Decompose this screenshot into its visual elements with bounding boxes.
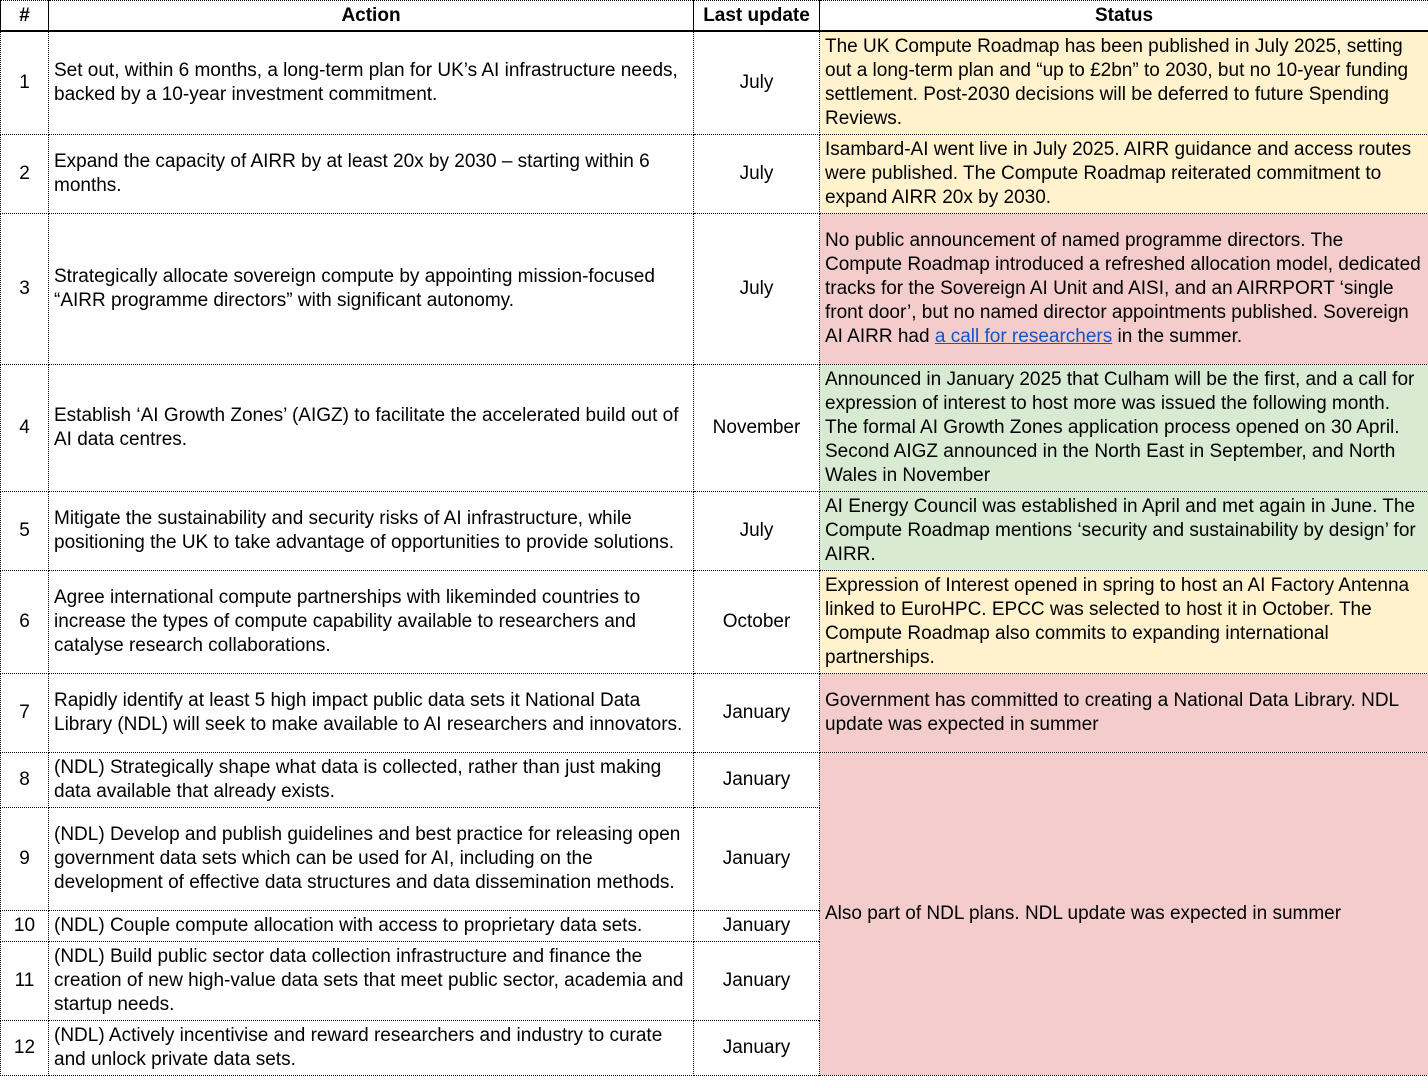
- last-update-cell: January: [694, 911, 820, 942]
- row-number: 3: [1, 214, 49, 365]
- row-number: 10: [1, 911, 49, 942]
- last-update-cell: October: [694, 571, 820, 674]
- header-status: Status: [820, 1, 1428, 32]
- status-cell: The UK Compute Roadmap has been published in July 2025, setting out a long-term plan and “up to £2bn” to 2030, but no 10-year funding settlement. Post-2030 decisions will be deferred to future Spending Reviews.: [820, 31, 1428, 135]
- last-update-cell: January: [694, 808, 820, 911]
- row-number: 4: [1, 365, 49, 492]
- row-number: 9: [1, 808, 49, 911]
- action-cell: (NDL) Develop and publish guidelines and best practice for releasing open government data sets which can be used for AI, including on the development of effective data structures and data dissemination methods.: [49, 808, 694, 911]
- action-cell: Set out, within 6 months, a long-term plan for UK’s AI infrastructure needs, backed by a 10-year investment commitment.: [49, 31, 694, 135]
- merged-status-cell: Also part of NDL plans. NDL update was expected in summer: [820, 753, 1428, 1076]
- action-cell: Strategically allocate sovereign compute by appointing mission-focused “AIRR programme directors” with significant autonomy.: [49, 214, 694, 365]
- last-update-cell: July: [694, 31, 820, 135]
- last-update-cell: January: [694, 674, 820, 753]
- action-cell: (NDL) Strategically shape what data is collected, rather than just making data available that already exists.: [49, 753, 694, 808]
- header-num: #: [1, 1, 49, 32]
- action-cell: Rapidly identify at least 5 high impact public data sets it National Data Library (NDL) will seek to make available to AI researchers and innovators.: [49, 674, 694, 753]
- action-cell: (NDL) Build public sector data collection infrastructure and finance the creation of new high-value data sets that meet public sector, academia and startup needs.: [49, 942, 694, 1021]
- action-cell: (NDL) Couple compute allocation with access to proprietary data sets.: [49, 911, 694, 942]
- action-cell: (NDL) Actively incentivise and reward researchers and industry to curate and unlock private data sets.: [49, 1021, 694, 1076]
- table-row: [1, 674, 1428, 753]
- header-last-update: Last update: [694, 1, 820, 32]
- status-text: No public announcement of named programme directors. The Compute Roadmap introduced a refreshed allocation model, dedicated tracks for the Sovereign AI Unit and AISI, and an AIRRPORT ‘single front door’, but no named director appointments published. Sovereign AI AIRR had: [825, 230, 1421, 347]
- action-cell: Expand the capacity of AIRR by at least 20x by 2030 – starting within 6 months.: [49, 135, 694, 214]
- last-update-cell: January: [694, 942, 820, 1021]
- status-cell: Announced in January 2025 that Culham will be the first, and a call for expression of interest to host more was issued the following month. The formal AI Growth Zones application process opened on 30 April. Second AIGZ announced in the North East in September, and North Wales in November: [820, 365, 1428, 492]
- table-row: [1, 214, 1428, 365]
- last-update-cell: November: [694, 365, 820, 492]
- last-update-cell: January: [694, 753, 820, 808]
- table-row: [1, 365, 1428, 492]
- table-row: [1, 571, 1428, 674]
- last-update-cell: January: [694, 1021, 820, 1076]
- last-update-cell: July: [694, 214, 820, 365]
- table-row: [1, 492, 1428, 571]
- status-cell: Government has committed to creating a National Data Library. NDL update was expected in summer: [820, 674, 1428, 753]
- row-number: 12: [1, 1021, 49, 1076]
- header-row: [1, 1, 1428, 32]
- table-row: [1, 753, 1428, 808]
- status-cell: AI Energy Council was established in April and met again in June. The Compute Roadmap mentions ‘security and sustainability by design’ for AIRR.: [820, 492, 1428, 571]
- status-cell: [820, 214, 1428, 365]
- row-number: 11: [1, 942, 49, 1021]
- call-for-researchers-link[interactable]: a call for researchers: [934, 326, 1113, 347]
- action-cell: Establish ‘AI Growth Zones’ (AIGZ) to facilitate the accelerated build out of AI data centres.: [49, 365, 694, 492]
- row-number: 1: [1, 31, 49, 135]
- header-action: Action: [49, 1, 694, 32]
- row-number: 2: [1, 135, 49, 214]
- last-update-cell: July: [694, 492, 820, 571]
- row-number: 7: [1, 674, 49, 753]
- status-cell: Expression of Interest opened in spring to host an AI Factory Antenna linked to EuroHPC. EPCC was selected to host it in October. The Compute Roadmap also commits to expanding international partnerships.: [820, 571, 1428, 674]
- status-cell: Isambard-AI went live in July 2025. AIRR guidance and access routes were published. The Compute Roadmap reiterated commitment to expand AIRR 20x by 2030.: [820, 135, 1428, 214]
- row-number: 6: [1, 571, 49, 674]
- action-cell: Agree international compute partnerships with likeminded countries to increase the types of compute capability available to researchers and catalyse research collaborations.: [49, 571, 694, 674]
- status-text: in the summer.: [1112, 326, 1243, 347]
- row-number: 5: [1, 492, 49, 571]
- action-cell: Mitigate the sustainability and security risks of AI infrastructure, while positioning the UK to take advantage of opportunities to provide solutions.: [49, 492, 694, 571]
- row-number: 8: [1, 753, 49, 808]
- table-row: [1, 135, 1428, 214]
- table-row: [1, 31, 1428, 135]
- last-update-cell: July: [694, 135, 820, 214]
